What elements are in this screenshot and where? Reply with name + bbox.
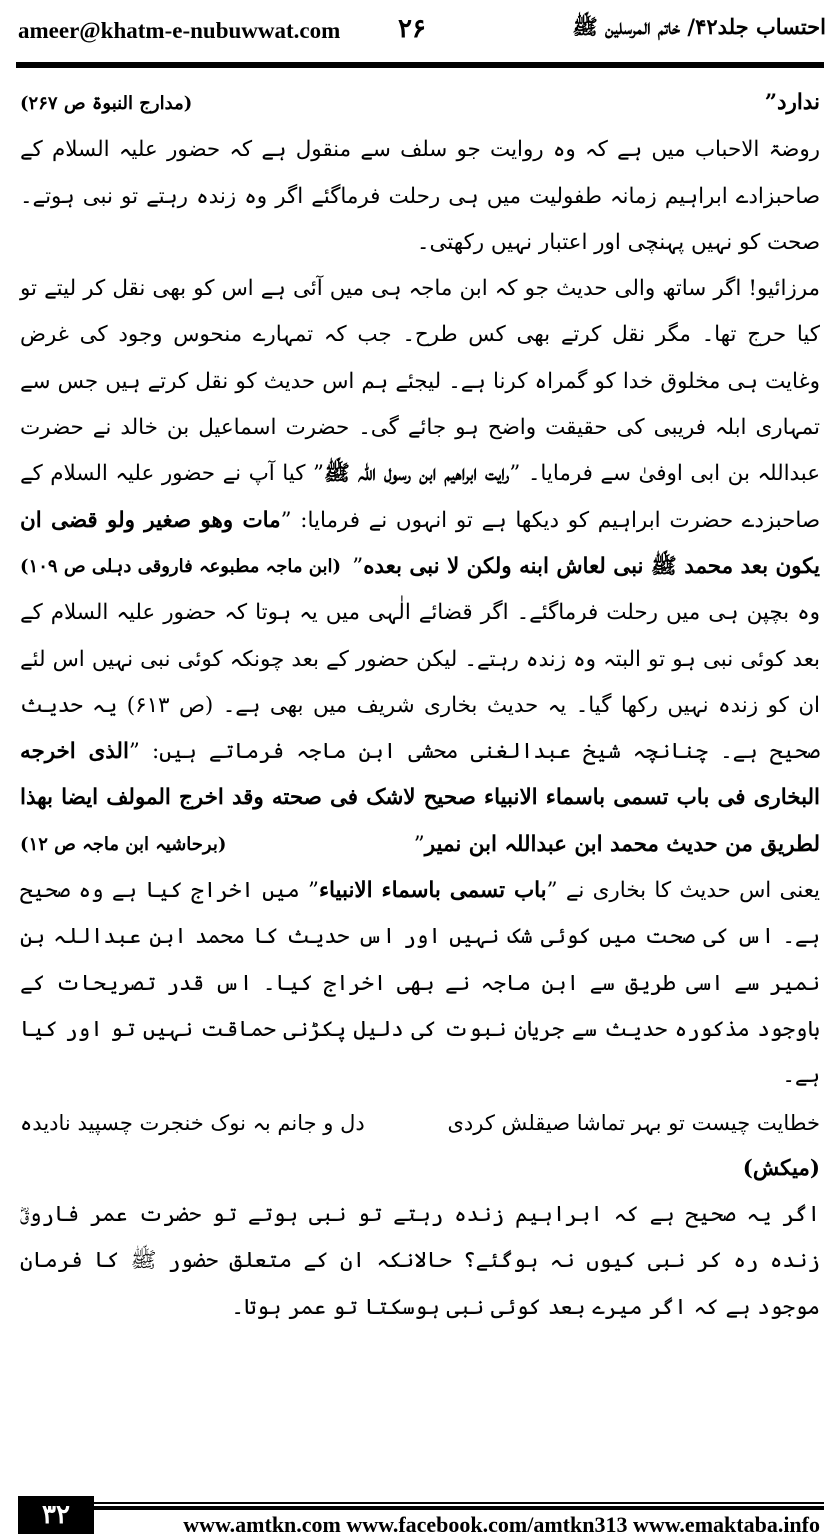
verse-left: دل و جانم بہ نوک خنجرت چسپید نادیدہ [20,1110,365,1135]
persian-verse [20,1100,820,1146]
arabic-bab-title: باب تسمی باسماء الانبیاء [318,878,547,904]
paragraph-yani: یعنی اس حدیث کا بخاری نے ”باب تسمی باسماء الانبیاء” میں اخراج کیا ہے وہ صحیح ہے۔ اس کی صحت میں کوئی شک نہیں اور اس حدیث کا محمد ابن عبداللہ بن نمیر سے اسی طریق سے ابن ماجہ نے بھی اخراج کیا۔ اس قدر تصریحات کے باوجود مذکورہ حدیث سے جریان نبوت کی دلیل پکڑنی حماقت نہیں تو اور کیا ہے۔ [20,878,821,1089]
header-page-number: ۲۶ [398,14,426,44]
reference-hashiya: (برحاشیہ ابن ماجہ ص ۱۲) [20,833,227,855]
footer-page-number: ۳۲ [18,1496,94,1534]
paragraph-bachpan: وہ بچپن ہی میں رحلت فرماگئے۔ اگر قضائے الٰہی میں یہ ہوتا کہ حضور علیہ السلام کے بعد کوئی نبی ہو تو البتہ وہ زندہ رہتے۔ لیکن حضور کے بعد چونکہ کوئی نبی نہیں اس لئے ان کو زندہ نہیں رکھا گیا۔ یہ حدیث بخاری شریف میں بھی ہے۔ (ص ۶۱۳) یہ حدیث صحیح ہے۔ چنانچہ شیخ عبدالغنی محشی ابن ماجہ فرماتے ہیں: ”الذی اخرجه البخاری فی باب تسمی باسماء الانبیاء صحیح لاشک فی صحته وقد اخرج المولف ایضا بهذا لطریق من حدیث محمد ابن عبداللہ ابن نمیر” (برحاشیہ ابن ماجہ ص ۱۲) [20,590,820,868]
arabic-quote-1: رایت ابراهیم ابن رسول اللہ ﷺ [323,461,510,487]
paragraph-rauza: روضۃ الاحباب میں ہے کہ وہ روایت جو سلف سے منقول ہے کہ حضور علیہ السلام کے صاحبزادے ابراہیم زمانہ طفولیت میں ہی رحلت فرماگئے اگر وہ زندہ رہتے تو نبی ہوتے۔ صحت کو نہیں پہنچی اور اعتبار نہیں رکھتی۔ [20,137,820,255]
footer-urls: www.amtkn.com www.facebook.com/amtkn313 www.emaktaba.info [183,1512,820,1537]
page-header [0,0,840,70]
opening-line [20,80,820,127]
opening-word: ندارد” [764,90,820,115]
paragraph-umar: اگر یہ صحیح ہے کہ ابراہیم زندہ رہتے تو نبی ہوتے تو حضرت عمر فاروقؓ زندہ رہ کر نبی کیوں نہ ہوگئے؟ حالانکہ ان کے متعلق حضور ﷺ کا فرمان موجود ہے کہ اگر میرے بعد کوئی نبی ہوسکتا تو عمر ہوتا۔ [20,1202,820,1320]
verse-poet: (میکش) [742,1155,820,1181]
verse-right: خطایت چیست تو بہر تماشا صیقلش کردی [447,1110,820,1135]
header-email: ameer@khatm-e-nubuwwat.com [18,18,341,43]
paragraph-mirzaiyo: مرزائیو! اگر ساتھ والی حدیث جو کہ ابن ماجہ ہی میں آئی ہے اس کو بھی نقل کر لیتے تو کیا حرج تھا۔ مگر نقل کرتے بھی کس طرح۔ جب کہ تمہارے منحوس وجود کی غرض وغایت ہی مخلوق خدا کو گمراہ کرنا ہے۔ لیجئے ہم اس حدیث کو نقل کرتے ہیں جس سے تمہاری ابلہ فریبی کی حقیقت واضح ہو جائے گی۔ حضرت اسماعیل بن خالد نے حضرت عبداللہ بن ابی اوفیٰ سے فرمایا۔ ”رایت ابراهیم ابن رسول اللہ ﷺ” کیا آپ نے حضور علیہ السلام کے صاحبزدے حضرت ابراہیم کو دیکھا ہے تو انہوں نے فرمایا: ”مات وهو صغیر ولو قضی ان یکون بعد محمد ﷺ نبی لعاش ابنه ولکن لا نبی بعده” (ابن ماجہ مطبوعہ فاروقی دہلی ص ۱۰۹) [20,266,820,590]
page-footer [0,1478,840,1540]
page-body [20,80,820,1472]
reference-ibn-majah: (ابن ماجہ مطبوعہ فاروقی دہلی ص ۱۰۹) [20,555,341,577]
reference-madarij: (مدارج النبوۃ ص ۲۶۷) [20,93,193,114]
arabic-quote-3: الذی اخرجه البخاری فی باب تسمی باسماء الانبیاء صحیح لاشک فی صحته وقد اخرج المولف ایضا بهذا لطریق من حدیث محمد ابن عبداللہ ابن نمیر [20,739,820,857]
header-book-title: احتساب جلد۴۲/ خاتم المرسلین ﷺ [572,14,826,39]
footer-rule-thick [94,1506,824,1510]
footer-rule [94,1502,824,1504]
arabic-quote-2: مات وهو صغیر ولو قضی ان یکون بعد محمد ﷺ نبی لعاش ابنه ولکن لا نبی بعده [20,507,820,579]
header-rule [16,62,824,68]
